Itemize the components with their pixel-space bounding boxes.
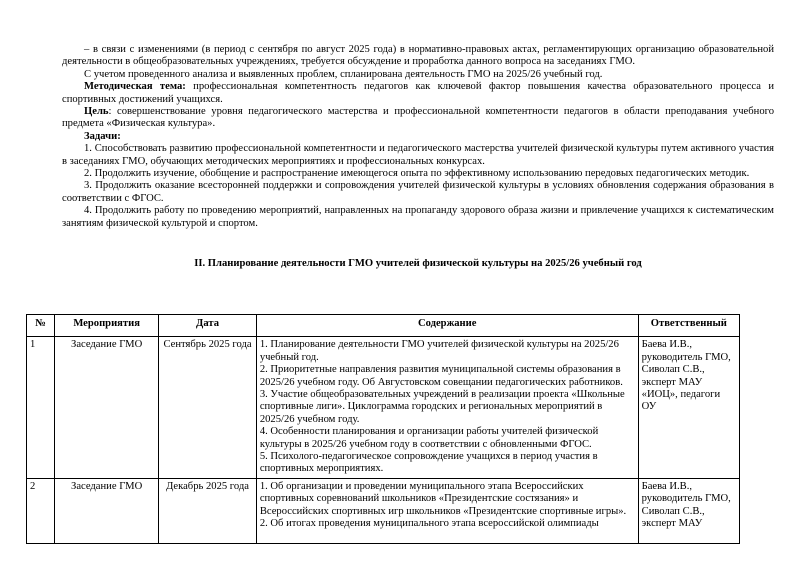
content-item: 5. Психолого-педагогическое сопровождение учащихся в период участия в спортивных мероприятиях. bbox=[259, 451, 598, 475]
task-item: 4. Продолжить работу по проведению мероприятий, направленных на пропаганду здорового образа жизни и привлечение учащихся к систематическим занятиям физической культурой и спортом. bbox=[62, 205, 774, 229]
table-row bbox=[27, 478, 740, 543]
content-item: 3. Участие общеобразовательных учреждений в реализации проекта «Школьные спортивные лиги». Циклограмма городских и региональных мероприятий в 2025/26 учебном году. bbox=[259, 389, 625, 425]
goal-label: Цель bbox=[84, 106, 109, 118]
document-page bbox=[62, 44, 774, 280]
task-item: 1. Способствовать развитию профессиональной компетентности и педагогического мастерства учителей физической культуры путем активного участия в заседаниях ГМО, обучающих методических мероприятиях и профессиональных конкурсах. bbox=[62, 143, 774, 167]
header-num: № bbox=[27, 315, 55, 337]
row-date: Декабрь 2025 года bbox=[159, 478, 257, 543]
table-header-row bbox=[27, 315, 740, 337]
row-content bbox=[256, 478, 638, 543]
row-num: 1 bbox=[27, 337, 55, 478]
content-item: 2. Приоритетные направления развития муниципальной системы образования в 2025/26 учебном году. Об Августовском совещании педагогических работников. bbox=[259, 364, 623, 388]
task-item: 3. Продолжить оказание всесторонней поддержки и сопровождения учителей физической культуры в условиях обновления содержания образования в соответствии с ФГОС. bbox=[62, 180, 774, 204]
section-title: II. Планирование деятельности ГМО учителей физической культуры на 2025/26 учебный год bbox=[194, 258, 642, 270]
row-date: Сентябрь 2025 года bbox=[159, 337, 257, 478]
plan-table bbox=[26, 314, 740, 544]
content-item: 2. Об итогах проведения муниципального этапа всероссийской олимпиады bbox=[259, 518, 599, 530]
row-responsible: Баева И.В., руководитель ГМО, Сиволап С.В., эксперт МАУ «ИОЦ», педагоги ОУ bbox=[638, 337, 739, 478]
theme-text: профессиональная компетентность педагогов как ключевой фактор повышения качества образовательного процесса и спортивных достижений учащихся. bbox=[62, 81, 774, 105]
row-event: Заседание ГМО bbox=[55, 337, 159, 478]
methodical-theme bbox=[62, 81, 774, 106]
header-event: Мероприятия bbox=[55, 315, 159, 337]
goal-text: : совершенствование уровня педагогического мастерства и профессиональной компетентности педагогов в области преподавания учебного предмета «Физическая культура». bbox=[62, 106, 774, 130]
intro-paragraph-2: С учетом проведенного анализа и выявленных проблем, спланирована деятельность ГМО на 2025/26 учебный год. bbox=[84, 68, 603, 80]
content-item: 1. Планирование деятельности ГМО учителей физической культуры на 2025/26 учебный год. bbox=[259, 339, 619, 363]
task-item: 2. Продолжить изучение, обобщение и распространение имеющегося опыта по эффективному использованию передовых педагогических методик. bbox=[84, 168, 750, 180]
table-row bbox=[27, 337, 740, 478]
row-content bbox=[256, 337, 638, 478]
row-num: 2 bbox=[27, 478, 55, 543]
goal bbox=[62, 106, 774, 131]
row-responsible: Баева И.В., руководитель ГМО, Сиволап С.В., эксперт МАУ bbox=[638, 478, 739, 543]
header-responsible: Ответственный bbox=[638, 315, 739, 337]
header-content: Содержание bbox=[256, 315, 638, 337]
row-event: Заседание ГМО bbox=[55, 478, 159, 543]
content-item: 1. Об организации и проведении муниципального этапа Всероссийских спортивных соревнований школьников «Президентские состязания» и Всероссийских спортивных игр школьников «Президентские спортивные игры». bbox=[259, 480, 627, 517]
header-date: Дата bbox=[159, 315, 257, 337]
tasks-heading: Задачи: bbox=[84, 130, 121, 142]
content-item: 4. Особенности планирования и организации работы учителей физической культуры в 2025/26 учебном году в соответствии с обновленными ФГОС. bbox=[259, 426, 599, 450]
intro-paragraph-1: – в связи с изменениями (в период с сентября по август 2025 года) в нормативно-правовых актах, регламентирующих организацию образовательной деятельности в общеобразовательных учреждениях, требуется обсуждение и проработка данного вопроса на заседаниях ГМО. bbox=[62, 44, 774, 68]
theme-label: Методическая тема: bbox=[84, 81, 186, 93]
